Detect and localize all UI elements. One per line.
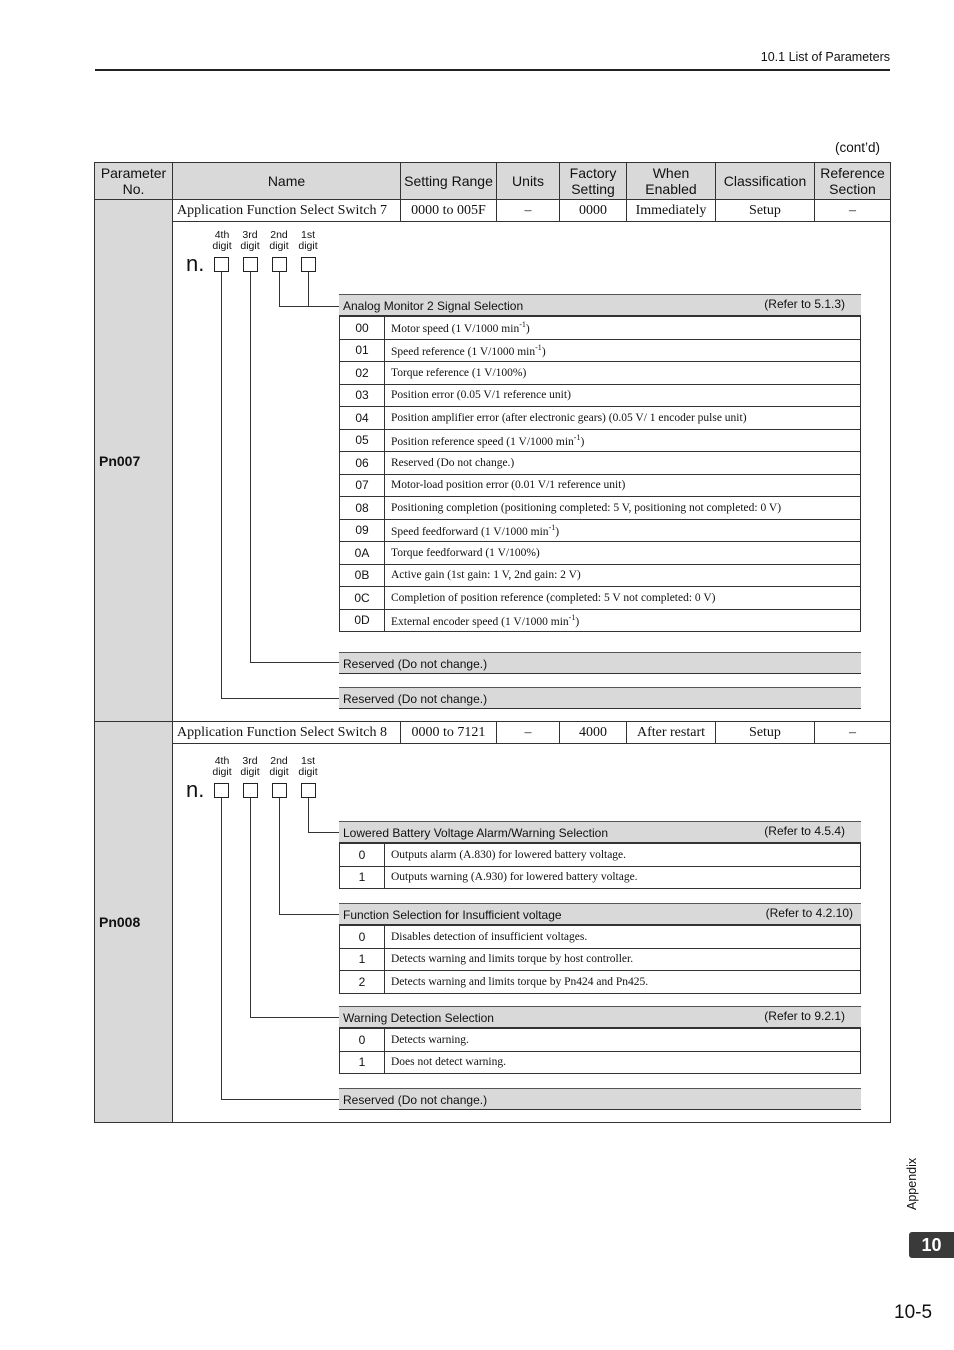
option-code: 1 (340, 866, 385, 889)
chapter-badge: 10 (909, 1232, 954, 1258)
group-header (339, 903, 861, 925)
table-header-row (95, 163, 891, 200)
option-desc: Active gain (1st gain: 1 V, 2nd gain: 2 V) (385, 564, 861, 587)
connector-line (279, 272, 280, 306)
digit-diagram-pn007 (173, 222, 891, 722)
side-tab-label: Appendix (905, 1157, 919, 1210)
connector-line (221, 798, 222, 1099)
param-classification: Setup (716, 722, 815, 744)
group-reference: (Refer to 4.2.10) (765, 906, 853, 920)
connector-line (221, 1099, 339, 1100)
group-title: Function Selection for Insufficient voltage (343, 908, 562, 922)
option-code: 09 (340, 519, 385, 542)
col-classification: Classification (716, 163, 815, 200)
group-reference: (Refer to 5.1.3) (764, 297, 845, 311)
option-desc: Reserved (Do not change.) (385, 452, 861, 475)
option-code: 08 (340, 497, 385, 520)
option-table (339, 1028, 861, 1074)
group-title: Analog Monitor 2 Signal Selection (343, 299, 524, 313)
param-reference: – (815, 200, 891, 222)
param-enabled: After restart (627, 722, 716, 744)
digit-diagram-pn008 (173, 744, 891, 1123)
table-row (95, 744, 891, 1123)
option-desc: Position reference speed (1 V/1000 $\min^{-1}$) (385, 429, 861, 452)
table-row (95, 222, 891, 722)
option-desc: Position error (0.05 V/1 reference unit) (385, 384, 861, 407)
param-classification: Setup (716, 200, 815, 222)
connector-line (279, 914, 339, 915)
param-no: Pn007 (95, 200, 173, 722)
digit-box-2nd (272, 257, 287, 272)
digit-box-2nd (272, 783, 287, 798)
digit-box-4th (214, 783, 229, 798)
param-units: – (497, 722, 560, 744)
connector-line (221, 698, 339, 699)
col-name: Name (173, 163, 401, 200)
option-code: 0A (340, 542, 385, 565)
digit-label-3rd: 3rd digit (240, 229, 260, 252)
option-desc: Positioning completion (positioning completed: 5 V, positioning not completed: 0 V) (385, 497, 861, 520)
connector-line (250, 1017, 339, 1018)
parameter-table (94, 162, 891, 1123)
option-code: 0 (340, 1029, 385, 1052)
running-header: 10.1 List of Parameters (760, 50, 890, 64)
n-prefix: n. (186, 251, 205, 276)
col-reference-section: Reference Section (815, 163, 891, 200)
param-range: 0000 to 005F (401, 200, 497, 222)
digit-box-3rd (243, 257, 258, 272)
option-code: 06 (340, 452, 385, 475)
table-row (95, 200, 891, 222)
header-rule (95, 69, 890, 71)
col-factory-setting: Factory Setting (560, 163, 627, 200)
connector-line (308, 798, 309, 832)
option-code: 05 (340, 429, 385, 452)
group-title: Warning Detection Selection (343, 1011, 494, 1025)
digit-box-3rd (243, 783, 258, 798)
group-reference: (Refer to 9.2.1) (764, 1009, 845, 1023)
connector-line (221, 272, 222, 698)
group-header (339, 821, 861, 843)
group-title: Reserved (Do not change.) (343, 692, 488, 706)
group-header (339, 687, 861, 709)
option-desc: Completion of position reference (completed: 5 V not completed: 0 V) (385, 587, 861, 610)
param-name: Application Function Select Switch 8 (173, 722, 401, 744)
option-code: 0C (340, 587, 385, 610)
group-title: Reserved (Do not change.) (343, 1093, 488, 1107)
param-factory: 4000 (560, 722, 627, 744)
connector-line (250, 662, 339, 663)
connector-line (308, 832, 339, 833)
option-code: 02 (340, 362, 385, 385)
param-units: – (497, 200, 560, 222)
option-desc: Motor-load position error (0.01 V/1 reference unit) (385, 474, 861, 497)
option-code: 0B (340, 564, 385, 587)
digit-label-4th: 4th digit (212, 755, 232, 778)
option-desc: Detects warning and limits torque by Pn424 and Pn425. (385, 971, 861, 994)
option-table (339, 843, 861, 889)
option-desc: Outputs alarm (A.830) for lowered battery voltage. (385, 844, 861, 867)
digit-label-1st: 1st digit (298, 755, 318, 778)
col-units: Units (497, 163, 560, 200)
param-enabled: Immediately (627, 200, 716, 222)
param-name: Application Function Select Switch 7 (173, 200, 401, 222)
option-code: 04 (340, 407, 385, 430)
option-desc: Speed reference (1 V/1000 $\min^{-1}$) (385, 339, 861, 362)
connector-line (250, 272, 251, 662)
group-title: Lowered Battery Voltage Alarm/Warning Selection (343, 826, 609, 840)
connector-line (250, 798, 251, 1017)
digit-label-4th: 4th digit (212, 229, 232, 252)
digit-label-2nd: 2nd digit (269, 755, 289, 778)
option-desc: Position amplifier error (after electronic gears) (0.05 V/ 1 encoder pulse unit) (385, 407, 861, 430)
option-code: 03 (340, 384, 385, 407)
param-no: Pn008 (95, 722, 173, 1123)
page-number: 10-5 (894, 1302, 933, 1323)
option-code: 00 (340, 317, 385, 340)
option-desc: Speed feedforward (1 V/1000 $\min^{-1}$) (385, 519, 861, 542)
option-desc: Torque feedforward (1 V/100%) (385, 542, 861, 565)
option-desc: Disables detection of insufficient voltages. (385, 926, 861, 949)
option-desc: Detects warning and limits torque by host controller. (385, 948, 861, 971)
digit-label-3rd: 3rd digit (240, 755, 260, 778)
group-header (339, 294, 861, 316)
option-desc: Torque reference (1 V/100%) (385, 362, 861, 385)
connector-line (279, 798, 280, 914)
option-code: 07 (340, 474, 385, 497)
connector-line (279, 306, 339, 307)
digit-label-2nd: 2nd digit (269, 229, 289, 252)
col-setting-range: Setting Range (401, 163, 497, 200)
col-parameter-no: Parameter No. (95, 163, 173, 200)
option-code: 0D (340, 609, 385, 632)
group-header (339, 1088, 861, 1110)
option-desc: Outputs warning (A.930) for lowered battery voltage. (385, 866, 861, 889)
option-desc: Does not detect warning. (385, 1051, 861, 1074)
digit-box-1st (301, 257, 316, 272)
col-when-enabled: When Enabled (627, 163, 716, 200)
option-code: 0 (340, 844, 385, 867)
n-prefix: n. (186, 777, 205, 802)
group-reference: (Refer to 4.5.4) (764, 824, 845, 838)
option-desc: Motor speed (1 V/1000 $\min^{-1}$) (385, 317, 861, 340)
param-reference: – (815, 722, 891, 744)
table-row (95, 722, 891, 744)
option-code: 0 (340, 926, 385, 949)
continued-label: (cont’d) (835, 140, 881, 155)
option-code: 1 (340, 948, 385, 971)
group-header (339, 1006, 861, 1028)
option-table (339, 316, 861, 632)
group-title: Reserved (Do not change.) (343, 657, 488, 671)
digit-label-1st: 1st digit (298, 229, 318, 252)
digit-box-4th (214, 257, 229, 272)
digit-box-1st (301, 783, 316, 798)
option-desc: External encoder speed (1 V/1000 $\min^{-1}$) (385, 609, 861, 632)
option-desc: Detects warning. (385, 1029, 861, 1052)
connector-line (308, 272, 309, 306)
group-header (339, 652, 861, 674)
option-code: 01 (340, 339, 385, 362)
option-code: 1 (340, 1051, 385, 1074)
option-code: 2 (340, 971, 385, 994)
param-range: 0000 to 7121 (401, 722, 497, 744)
param-factory: 0000 (560, 200, 627, 222)
option-table (339, 925, 861, 994)
